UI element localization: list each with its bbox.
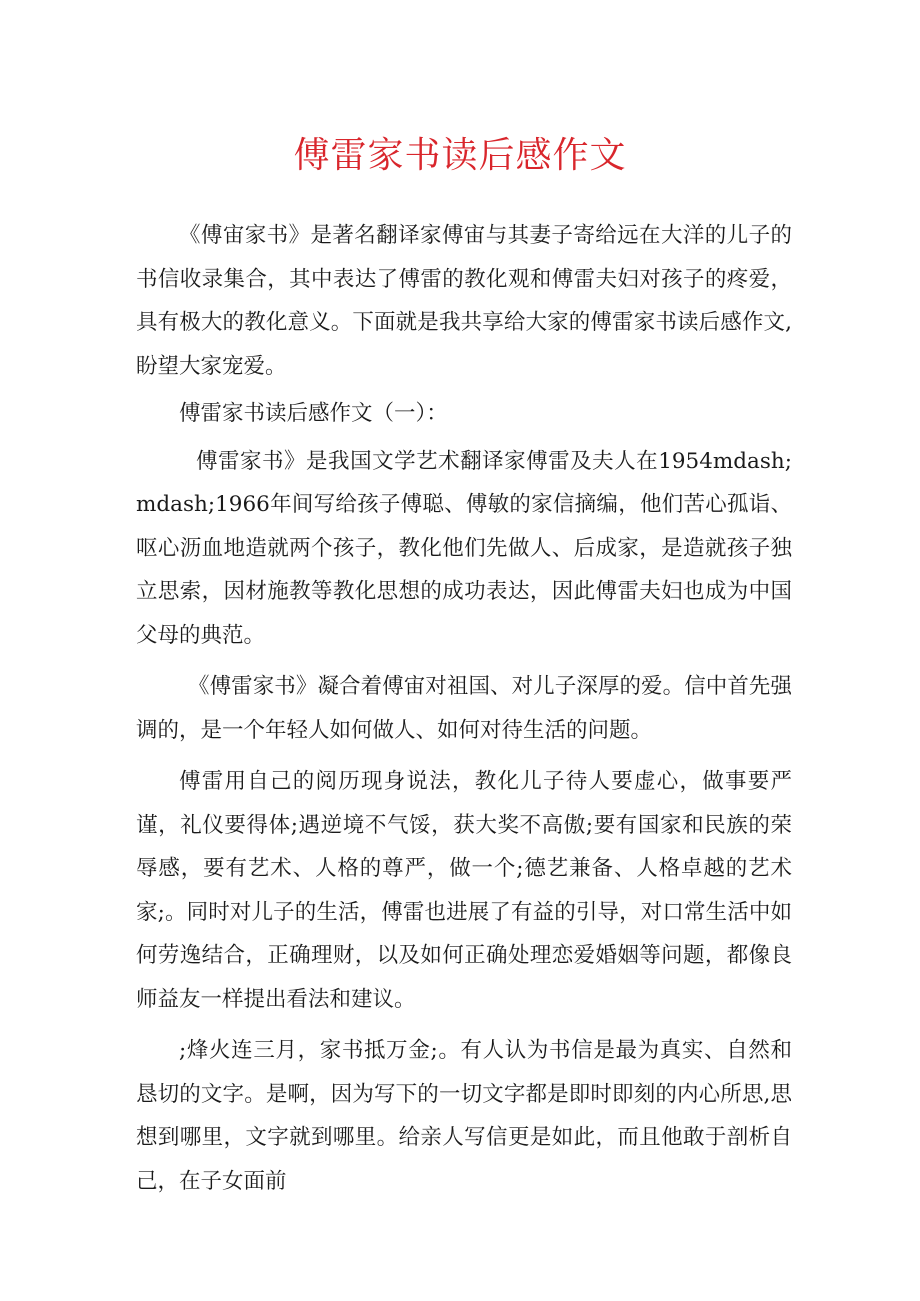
- document-body: [136, 214, 792, 1203]
- paragraph-intro: 《傅宙家书》是著名翻译家傅宙与其妻子寄给远在大洋的儿子的书信收录集合，其中表达了傅雷的教化观和傅雷夫妇对孩子的疼爱，具有极大的教化意义。下面就是我共享给大家的傅雷家书读后感作文,盼望大家宠爱。: [136, 223, 792, 379]
- paragraph-2: 《傅雷家书》凝合着傅宙对祖国、对儿子深厚的爱。信中首先强调的，是一个年轻人如何做人、如何对待生活的问题。: [136, 674, 792, 743]
- paragraph-4: ;烽火连三月，家书抵万金;。有人认为书信是最为真实、自然和恳切的文字。是啊，因为写下的一切文字都是即时即刻的内心所思,思想到哪里，文字就到哪里。给亲人写信更是如此，而且他敢于剖析自己，在子女面前: [136, 1038, 792, 1194]
- section-heading: 傅雷家书读后感作文（一）：: [179, 401, 448, 426]
- paragraph-3: 傅雷用自己的阅历现身说法，教化儿子待人要虚心，做事要严谨，礼仪要得体;遇逆境不气馁，获大奖不高傲;要有国家和民族的荣辱感，要有艺术、人格的尊严，做一个;德艺兼备、人格卓越的艺术家;。同时对儿子的生活，傅雷也进展了有益的引导，对口常生活中如何劳逸结合，正确理财，以及如何正确处理恋爱婚姻等问题，都像良师益友一样提出看法和建议。: [136, 769, 792, 1012]
- document-title: 傅雷家书读后感作文: [293, 135, 627, 176]
- paragraph-1: 傅雷家书》是我国文学艺术翻译家傅雷及夫人在1954mdash;mdash;1966年间写给孩子傅聪、傅敏的家信摘编，他们苦心孤诣、呕心沥血地造就两个孩子，教化他们先做人、后成家，是造就孩子独立思索，因材施教等教化思想的成功表达，因此傅雷夫妇也成为中国父母的典范。: [136, 448, 792, 648]
